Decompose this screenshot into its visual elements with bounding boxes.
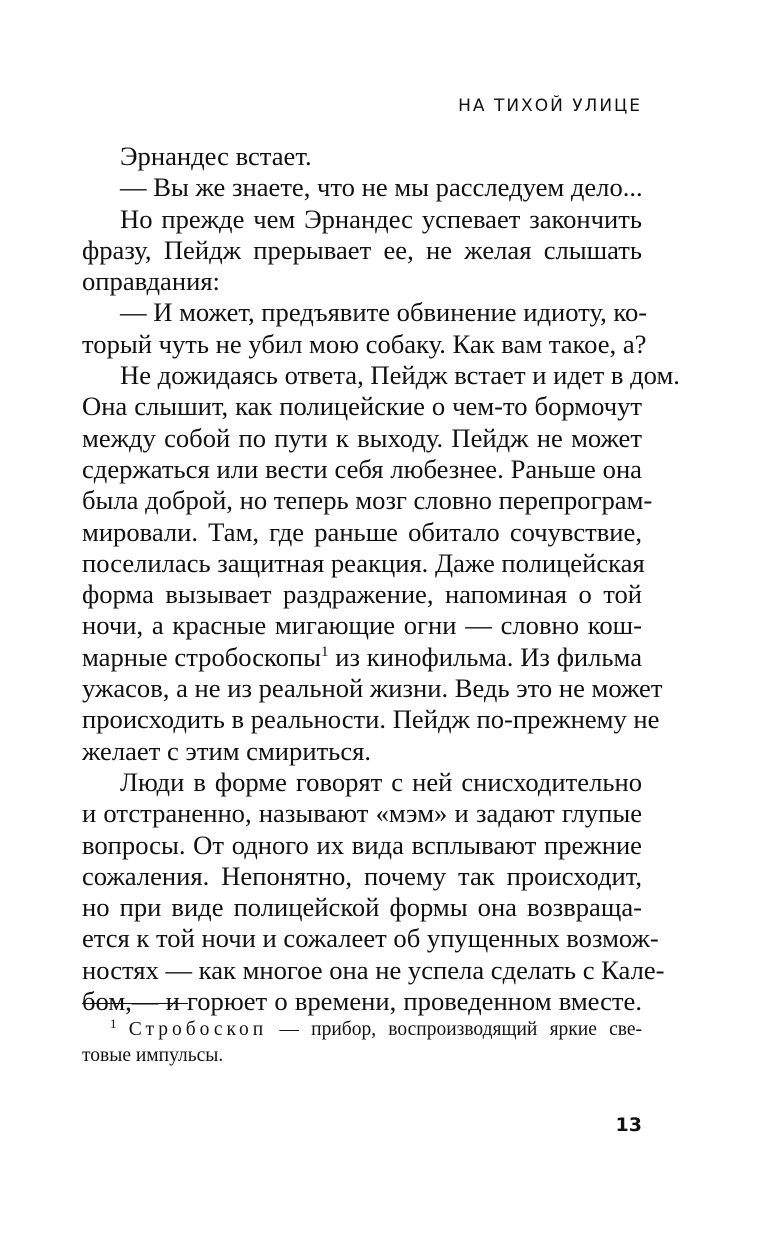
text-line: фразу, Пейдж прерывает ее, не желая слышать <box>82 234 642 265</box>
footnote-reference: 1 <box>321 643 329 660</box>
text-fragment: марные стробоскопы <box>82 641 322 672</box>
text-line: происходить в реальности. Пейдж по-прежнему не <box>82 704 660 735</box>
text-line: сдержаться или вести себя любезнее. Раньше она <box>82 453 642 484</box>
text-line: форма вызывает раздражение, напоминая о той <box>82 579 642 610</box>
text-line: Она слышит, как полицейские о чем-то бормочут <box>82 391 642 422</box>
text-line: — И может, предъявите обвинение идиоту, ко- <box>120 297 648 328</box>
footnote-definition: — прибор, воспроизводящий яркие све- <box>267 1019 642 1040</box>
text-line: ужасов, а не из реальной жизни. Ведь это не может <box>82 673 663 704</box>
text-line: — Вы же знаете, что не мы расследуем дело... <box>120 172 643 203</box>
footnote-line <box>82 1017 642 1043</box>
text-line: ночи, а красные мигающие огни — словно кош- <box>82 610 642 641</box>
text-line: Люди в форме говорят с ней снисходительно <box>120 766 642 797</box>
text-line: но при виде полицейской формы она возвраща- <box>82 892 642 923</box>
page-number: 13 <box>615 1114 642 1136</box>
text-line: Эрнандес встает. <box>120 141 312 171</box>
text-line: Но прежде чем Эрнандес успевает закончить <box>120 203 642 234</box>
text-line: бом,— и горюет о времени, проведенном вместе. <box>82 986 642 1017</box>
text-line-with-footnote <box>82 642 642 673</box>
text-line: желает с этим смириться. <box>82 735 371 766</box>
text-line: между собой по пути к выходу. Пейдж не может <box>82 422 642 453</box>
text-line: Не дожидаясь ответа, Пейдж встает и идет в дом. <box>120 360 680 391</box>
text-line: ностях — как многое она не успела сделать с Кале- <box>82 954 665 985</box>
footnote-divider <box>82 1003 188 1004</box>
text-line: оправдания: <box>82 266 220 297</box>
text-line: и отстраненно, называют «мэм» и задают глупые <box>82 798 642 829</box>
text-line: сожаления. Непонятно, почему так происходит, <box>82 860 642 891</box>
text-line: поселилась защитная реакция. Даже полицейская <box>82 547 645 578</box>
text-line: ется к той ночи и сожалеет об упущенных возмож- <box>82 923 659 954</box>
footnote-marker: 1 <box>110 1016 117 1031</box>
text-line: мировали. Там, где раньше обитало сочувствие, <box>82 516 642 547</box>
text-line: была доброй, но теперь мозг словно перепрограм- <box>82 485 653 516</box>
running-head: НА ТИХОЙ УЛИЦЕ <box>458 96 642 116</box>
footnote <box>82 1017 642 1069</box>
text-line: вопросы. От одного их вида всплывают прежние <box>82 829 642 860</box>
body-text <box>82 141 680 1017</box>
text-fragment: из кинофильма. Из фильма <box>328 641 643 672</box>
text-line: торый чуть не убил мою собаку. Как вам такое, а? <box>82 328 647 359</box>
footnote-line: товые импульсы. <box>82 1045 224 1066</box>
footnote-term: Стробоскоп <box>128 1019 268 1040</box>
